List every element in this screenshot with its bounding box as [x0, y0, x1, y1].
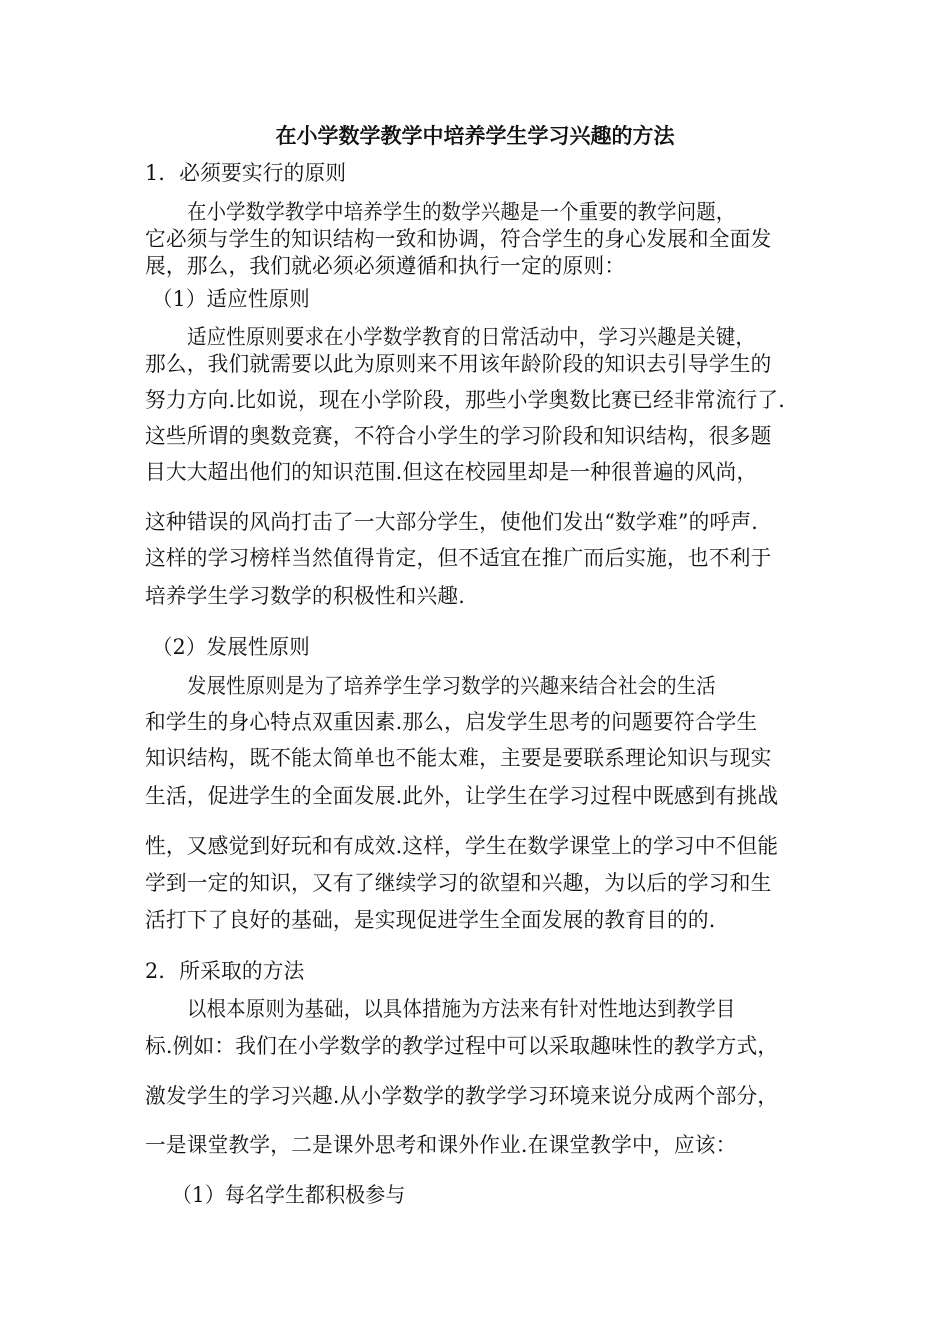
subsection-heading: （1）每名学生都积极参与 [172, 1183, 406, 1207]
paragraph-line: 培养学生学习数学的积极性和兴趣. [145, 584, 466, 608]
section-heading: 1．必须要实行的原则 [145, 161, 347, 185]
paragraph-line: 在小学数学教学中培养学生的数学兴趣是一个重要的教学问题， [187, 200, 736, 224]
document-title: 在小学数学教学中培养学生学习兴趣的方法 [275, 124, 675, 148]
paragraph-line: 它必须与学生的知识结构一致和协调，符合学生的身心发展和全面发 [145, 227, 772, 251]
paragraph-line: 激发学生的学习兴趣.从小学数学的教学学习环境来说分成两个部分， [145, 1084, 779, 1108]
paragraph-line: 活打下了良好的基础，是实现促进学生全面发展的教育目的的. [145, 908, 716, 932]
paragraph-line: 这些所谓的奥数竞赛，不符合小学生的学习阶段和知识结构，很多题 [145, 424, 772, 448]
paragraph-line: 展，那么，我们就必须必须遵循和执行一定的原则： [145, 254, 626, 278]
paragraph-line: 以根本原则为基础，以具体措施为方法来有针对性地达到教学目 [187, 997, 736, 1021]
paragraph-line: 一是课堂教学，二是课外思考和课外作业.在课堂教学中，应该： [145, 1133, 737, 1157]
paragraph-line: 生活，促进学生的全面发展.此外，让学生在学习过程中既感到有挑战 [145, 784, 779, 808]
paragraph-line: 知识结构，既不能太简单也不能太难，主要是要联系理论知识与现实 [145, 746, 772, 770]
paragraph-line: 这样的学习榜样当然值得肯定，但不适宜在推广而后实施，也不利于 [145, 546, 772, 570]
paragraph-line: 发展性原则是为了培养学生学习数学的兴趣来结合社会的生活 [187, 674, 716, 698]
section-heading: 2．所采取的方法 [145, 959, 305, 983]
paragraph-line: 这种错误的风尚打击了一大部分学生，使他们发出“数学难”的呼声. [145, 510, 759, 534]
paragraph-line: 目大大超出他们的知识范围.但这在校园里却是一种很普遍的风尚， [145, 460, 758, 484]
paragraph-line: 性，又感觉到好玩和有成效.这样，学生在数学课堂上的学习中不但能 [145, 834, 779, 858]
paragraph-line: 标.例如：我们在小学数学的教学过程中可以采取趣味性的教学方式， [145, 1034, 779, 1058]
paragraph-line: 适应性原则要求在小学数学教育的日常活动中，学习兴趣是关键， [187, 325, 756, 349]
subsection-heading: （1）适应性原则 [152, 287, 310, 311]
paragraph-line: 那么，我们就需要以此为原则来不用该年龄阶段的知识去引导学生的 [145, 352, 772, 376]
subsection-heading: （2）发展性原则 [152, 635, 310, 659]
paragraph-line: 学到一定的知识，又有了继续学习的欲望和兴趣，为以后的学习和生 [145, 871, 772, 895]
paragraph-line: 努力方向.比如说，现在小学阶段，那些小学奥数比赛已经非常流行了. [145, 388, 786, 412]
paragraph-line: 和学生的身心特点双重因素.那么，启发学生思考的问题要符合学生 [145, 710, 758, 734]
